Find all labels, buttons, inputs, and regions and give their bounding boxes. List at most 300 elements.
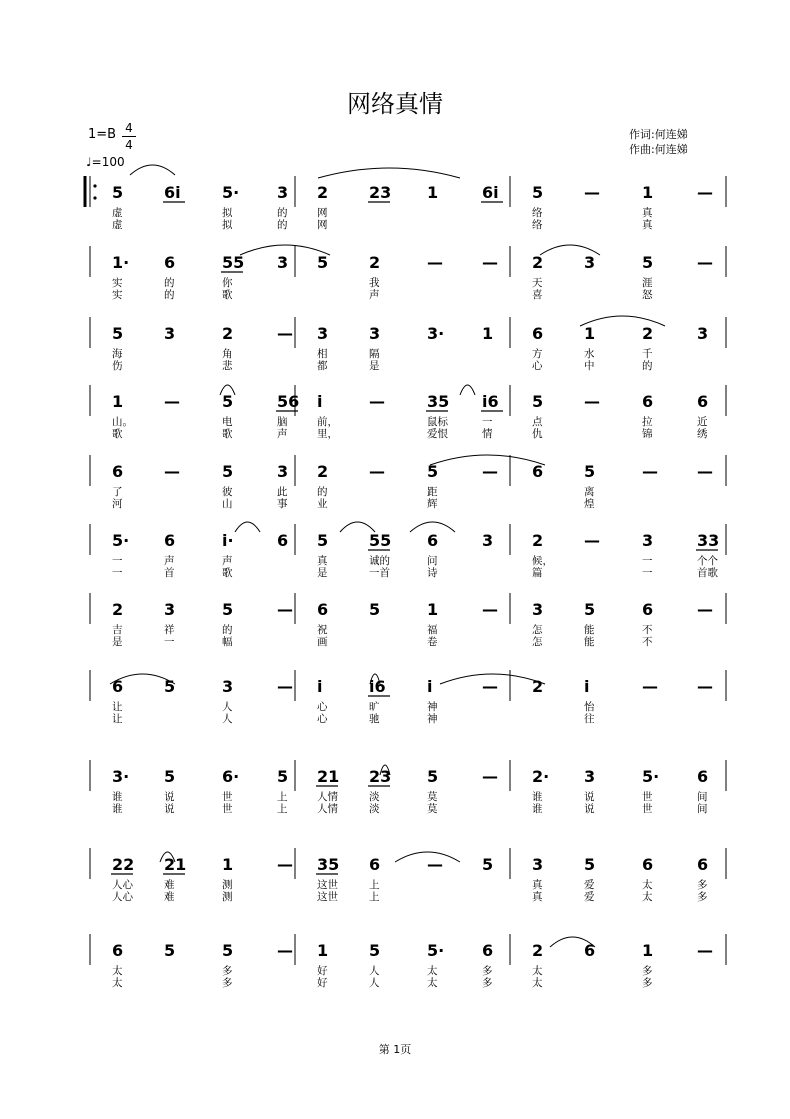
note: 2 xyxy=(317,462,329,481)
lyric: 幅 xyxy=(222,636,233,648)
lyric: 好 xyxy=(317,965,328,977)
lyric: 难 xyxy=(164,879,175,891)
lyric: 诚的 xyxy=(369,555,390,567)
lyric: 间 xyxy=(697,803,708,815)
lyric: 太 xyxy=(112,977,123,989)
key-signature: 1=B xyxy=(88,127,117,142)
note: 23 xyxy=(369,183,392,202)
lyric: 辉 xyxy=(427,498,438,510)
lyric: 爱 xyxy=(584,891,595,903)
lyric: 网 xyxy=(317,219,328,231)
lyric: 情 xyxy=(482,428,493,440)
lyric: 谁 xyxy=(532,803,543,815)
lyric: 真 xyxy=(532,879,543,891)
note: — xyxy=(697,253,713,272)
lyric: 世 xyxy=(222,791,233,803)
note: 3 xyxy=(277,253,289,272)
lyric: 多 xyxy=(482,977,493,989)
lyric: 仇 xyxy=(532,428,543,440)
lyric: 能 xyxy=(584,624,595,636)
lyric: 人情 xyxy=(317,791,338,803)
lyric: 祥 xyxy=(164,624,175,636)
note: — xyxy=(277,941,293,960)
lyric: 爱 xyxy=(584,879,595,891)
lyric: 太 xyxy=(642,891,653,903)
note: 23 xyxy=(369,767,392,786)
lyric: 这世 xyxy=(317,879,338,891)
lyric: 太 xyxy=(532,965,543,977)
note: 5 xyxy=(482,855,494,874)
note: i xyxy=(584,677,590,696)
note: 5 xyxy=(222,600,234,619)
lyric: 彼 xyxy=(222,486,233,498)
page-number: 第 1页 xyxy=(378,1043,412,1056)
note: — xyxy=(482,677,498,696)
note: — xyxy=(584,392,600,411)
lyric: 人 xyxy=(222,713,233,725)
note: 3 xyxy=(584,767,596,786)
lyric: 淡 xyxy=(369,803,380,815)
lyric: 太 xyxy=(112,965,123,977)
lyric: 相 xyxy=(317,348,328,360)
note: 3 xyxy=(222,677,234,696)
note: 5· xyxy=(112,531,130,550)
lyric: 卷 xyxy=(427,636,438,648)
lyric: 祝 xyxy=(317,624,328,636)
note: 5 xyxy=(112,324,124,343)
lyric: 锦 xyxy=(642,428,653,440)
lyric: 方 xyxy=(532,348,543,360)
lyric: 的 xyxy=(277,219,288,231)
note: 21 xyxy=(164,855,187,874)
lyric: 人 xyxy=(222,701,233,713)
lyric: 真 xyxy=(532,891,543,903)
note: 1 xyxy=(112,392,124,411)
note: 56 xyxy=(277,392,300,411)
slur xyxy=(235,522,260,532)
lyric: 谁 xyxy=(532,791,543,803)
lyric: 怎 xyxy=(532,636,543,648)
lyric: 络 xyxy=(532,207,543,219)
note: 6 xyxy=(277,531,289,550)
note: 5 xyxy=(164,767,176,786)
note: 6 xyxy=(427,531,439,550)
lyric: 水 xyxy=(584,348,595,360)
lyric: 的 xyxy=(164,277,175,289)
note: 55 xyxy=(222,253,245,272)
note: i· xyxy=(222,531,234,550)
lyric: 让 xyxy=(112,701,123,713)
note: i xyxy=(427,677,433,696)
lyric: 绣 xyxy=(697,428,708,440)
note: 6 xyxy=(369,855,381,874)
note: 1 xyxy=(482,324,494,343)
lyric: 实 xyxy=(112,289,123,301)
note: 5 xyxy=(427,462,439,481)
note: 6 xyxy=(642,392,654,411)
lyric: 虚 xyxy=(112,207,123,219)
lyric: 虚 xyxy=(112,219,123,231)
note: 6 xyxy=(697,767,709,786)
note: 5 xyxy=(317,531,329,550)
note: 6 xyxy=(697,392,709,411)
lyric: 业 xyxy=(317,498,328,510)
lyric: 心 xyxy=(317,701,328,713)
lyric: 心 xyxy=(532,360,543,372)
note: 5 xyxy=(277,767,289,786)
note: 5 xyxy=(584,600,596,619)
note: 3 xyxy=(584,253,596,272)
lyric: 不 xyxy=(642,636,653,648)
lyric: 的 xyxy=(164,289,175,301)
lyric: 多 xyxy=(222,965,233,977)
lyric: 怒 xyxy=(642,289,653,301)
lyric: 多 xyxy=(482,965,493,977)
note: 33 xyxy=(697,531,720,550)
note: 1· xyxy=(112,253,130,272)
lyric: 的 xyxy=(222,624,233,636)
note: — xyxy=(642,462,658,481)
time-signature-top: 4 xyxy=(125,121,133,135)
lyric: 歌 xyxy=(222,428,233,440)
note: 6 xyxy=(317,600,329,619)
note: 3 xyxy=(277,183,289,202)
note: 5 xyxy=(164,941,176,960)
note: 1 xyxy=(642,941,654,960)
lyric: 往 xyxy=(584,713,595,725)
note: 5 xyxy=(222,462,234,481)
note: — xyxy=(427,855,443,874)
lyric: 歌 xyxy=(222,289,233,301)
lyric: 是 xyxy=(369,360,380,372)
repeat-dot xyxy=(93,184,96,187)
lyric: 说 xyxy=(584,791,595,803)
lyric: 世 xyxy=(642,791,653,803)
song-title: 网络真情 xyxy=(347,90,443,118)
note: 2 xyxy=(642,324,654,343)
lyric: 多 xyxy=(222,977,233,989)
slur xyxy=(318,168,460,178)
lyric: 首歌 xyxy=(697,567,718,579)
lyric: 电 xyxy=(222,416,233,428)
lyric: 说 xyxy=(164,803,175,815)
lyric: 煌 xyxy=(584,498,595,510)
note: 3 xyxy=(369,324,381,343)
lyric: 是 xyxy=(112,636,123,648)
note: 3 xyxy=(697,324,709,343)
lyric: 中 xyxy=(584,360,595,372)
note: 2 xyxy=(532,253,544,272)
note: 1 xyxy=(222,855,234,874)
lyric: 真 xyxy=(642,207,653,219)
note: 5 xyxy=(369,941,381,960)
lyric: 一 xyxy=(642,567,653,579)
lyric: 怎 xyxy=(532,624,543,636)
note: 2 xyxy=(532,531,544,550)
quarter-note-icon: ♩ xyxy=(86,155,92,169)
lyric: 谁 xyxy=(112,803,123,815)
lyric: 声 xyxy=(164,555,175,567)
note: 3 xyxy=(642,531,654,550)
lyric: 是 xyxy=(317,567,328,579)
note: 5· xyxy=(642,767,660,786)
note: — xyxy=(369,392,385,411)
lyric: 首 xyxy=(164,567,175,579)
note: 5 xyxy=(532,392,544,411)
lyric: 声 xyxy=(222,555,233,567)
lyric: 莫 xyxy=(427,803,438,815)
note: 5 xyxy=(427,767,439,786)
note: — xyxy=(482,462,498,481)
lyric: 一首 xyxy=(369,567,390,579)
time-signature-bottom: 4 xyxy=(125,138,133,152)
note: — xyxy=(164,392,180,411)
note: — xyxy=(427,253,443,272)
note: 3· xyxy=(427,324,445,343)
note: — xyxy=(369,462,385,481)
lyric: 千 xyxy=(642,348,653,360)
composer-credit: 作曲:何连娣 xyxy=(629,143,688,156)
lyric: 前， xyxy=(317,416,338,428)
note: i6 xyxy=(369,677,386,696)
note: 2 xyxy=(317,183,329,202)
lyric: 人心 xyxy=(112,891,133,903)
lyric: 距 xyxy=(427,486,438,498)
lyric: 个个 xyxy=(697,555,718,567)
lyric: 好 xyxy=(317,977,328,989)
note: 6 xyxy=(112,677,124,696)
lyric: 真 xyxy=(317,555,328,567)
note: 6i xyxy=(482,183,499,202)
note: 3 xyxy=(482,531,494,550)
note: — xyxy=(164,462,180,481)
note: — xyxy=(584,183,600,202)
lyric: 难 xyxy=(164,891,175,903)
lyric: 涯 xyxy=(642,277,653,289)
note: 3 xyxy=(164,324,176,343)
lyric: 一 xyxy=(164,636,175,648)
lyric: 一 xyxy=(642,555,653,567)
note: — xyxy=(584,531,600,550)
note: 1 xyxy=(427,183,439,202)
note: 2 xyxy=(369,253,381,272)
lyric: 山。 xyxy=(112,416,133,428)
note: 6 xyxy=(532,462,544,481)
note: 3 xyxy=(164,600,176,619)
lyric: 事 xyxy=(277,498,288,510)
note: 3 xyxy=(277,462,289,481)
note: 21 xyxy=(317,767,340,786)
lyricist-credit: 作词:何连娣 xyxy=(629,128,688,141)
lyric: 测 xyxy=(222,891,233,903)
lyric: 让 xyxy=(112,713,123,725)
note: 6 xyxy=(164,531,176,550)
lyric: 歌 xyxy=(112,428,123,440)
lyric: 心 xyxy=(317,713,328,725)
lyric: 都 xyxy=(317,360,328,372)
note: 5· xyxy=(427,941,445,960)
lyric: 了 xyxy=(112,486,123,498)
lyric: 世 xyxy=(222,803,233,815)
lyric: 人 xyxy=(369,965,380,977)
note: 1 xyxy=(427,600,439,619)
note: 2· xyxy=(532,767,550,786)
lyric: 拟 xyxy=(222,207,233,219)
lyric: 神 xyxy=(427,713,438,725)
lyric: 驰 xyxy=(369,713,380,725)
note: 5 xyxy=(584,855,596,874)
slur xyxy=(460,385,475,395)
lyric: 隔 xyxy=(369,348,380,360)
lyric: 一 xyxy=(482,416,493,428)
lyric: 声 xyxy=(369,289,380,301)
lyric: 你 xyxy=(222,277,233,289)
lyric: 上 xyxy=(277,791,288,803)
note: 6 xyxy=(482,941,494,960)
lyric: 络 xyxy=(532,219,543,231)
note: 2 xyxy=(532,941,544,960)
lyric: 太 xyxy=(642,879,653,891)
note: 5 xyxy=(532,183,544,202)
note: i6 xyxy=(482,392,499,411)
note: — xyxy=(697,183,713,202)
lyric: 声 xyxy=(277,428,288,440)
note: 6 xyxy=(642,600,654,619)
lyric: 多 xyxy=(642,977,653,989)
note: 3 xyxy=(532,600,544,619)
lyric: 太 xyxy=(427,977,438,989)
lyric: 福 xyxy=(427,624,438,636)
note: 3 xyxy=(317,324,329,343)
note: 5· xyxy=(222,183,240,202)
note: — xyxy=(642,677,658,696)
lyric: 河 xyxy=(112,498,123,510)
note: 35 xyxy=(427,392,450,411)
note: 2 xyxy=(112,600,124,619)
note: 22 xyxy=(112,855,135,874)
note: — xyxy=(482,600,498,619)
note: — xyxy=(697,941,713,960)
lyric: 这世 xyxy=(317,891,338,903)
note: 2 xyxy=(222,324,234,343)
note: — xyxy=(697,462,713,481)
note: 2 xyxy=(532,677,544,696)
lyric: 近 xyxy=(697,416,708,428)
note: 5 xyxy=(164,677,176,696)
lyric: 拉 xyxy=(642,416,653,428)
repeat-dot xyxy=(93,196,96,199)
lyric: 旷 xyxy=(369,701,380,713)
note: — xyxy=(697,677,713,696)
lyric: 莫 xyxy=(427,791,438,803)
lyric: 喜 xyxy=(532,289,543,301)
lyric: 此 xyxy=(277,486,288,498)
note: 5 xyxy=(112,183,124,202)
note: 6 xyxy=(642,855,654,874)
note: 3· xyxy=(112,767,130,786)
lyric: 离 xyxy=(584,486,595,498)
lyric: 间 xyxy=(697,791,708,803)
note: 6 xyxy=(112,462,124,481)
lyric: 一 xyxy=(112,555,123,567)
lyric: 海 xyxy=(112,348,123,360)
lyric: 吉 xyxy=(112,624,123,636)
lyric: 多 xyxy=(642,965,653,977)
note: — xyxy=(482,767,498,786)
lyric: 上 xyxy=(277,803,288,815)
lyric: 的 xyxy=(642,360,653,372)
note: 6· xyxy=(222,767,240,786)
note: 5 xyxy=(222,392,234,411)
note: 6 xyxy=(164,253,176,272)
note: 55 xyxy=(369,531,392,550)
lyric: 的 xyxy=(317,486,328,498)
note: 1 xyxy=(317,941,329,960)
lyric: 篇 xyxy=(532,567,543,579)
note: — xyxy=(697,600,713,619)
note: 5 xyxy=(642,253,654,272)
note: 6 xyxy=(584,941,596,960)
lyric: 上 xyxy=(369,879,380,891)
lyric: 多 xyxy=(697,891,708,903)
note: — xyxy=(277,677,293,696)
lyric: 淡 xyxy=(369,791,380,803)
lyric: 我 xyxy=(369,277,380,289)
lyric: 画 xyxy=(317,636,328,648)
lyric: 爱恨 xyxy=(427,428,448,440)
lyric: 一 xyxy=(112,567,123,579)
tempo-value: =100 xyxy=(91,155,125,169)
lyric: 的 xyxy=(277,207,288,219)
note: i xyxy=(317,677,323,696)
lyric: 太 xyxy=(427,965,438,977)
lyric: 候， xyxy=(532,555,553,567)
lyric: 网 xyxy=(317,207,328,219)
note: — xyxy=(277,855,293,874)
note: 6i xyxy=(164,183,181,202)
lyric: 点 xyxy=(532,416,543,428)
lyric: 测 xyxy=(222,879,233,891)
note: 5 xyxy=(369,600,381,619)
lyric: 不 xyxy=(642,624,653,636)
lyric: 诗 xyxy=(427,567,438,579)
note: 5 xyxy=(584,462,596,481)
lyric: 脑 xyxy=(277,416,288,428)
lyric: 太 xyxy=(532,977,543,989)
lyric: 天 xyxy=(532,277,543,289)
note: — xyxy=(277,600,293,619)
lyric: 人情 xyxy=(317,803,338,815)
lyric: 山 xyxy=(222,498,233,510)
note: i xyxy=(317,392,323,411)
lyric: 人 xyxy=(369,977,380,989)
note: — xyxy=(482,253,498,272)
slur xyxy=(130,165,175,175)
note: 3 xyxy=(532,855,544,874)
note: 1 xyxy=(584,324,596,343)
lyric: 怡 xyxy=(584,701,595,713)
lyric: 世 xyxy=(642,803,653,815)
lyric: 谁 xyxy=(112,791,123,803)
lyric: 角 xyxy=(222,348,233,360)
lyric: 上 xyxy=(369,891,380,903)
lyric: 能 xyxy=(584,636,595,648)
lyric: 神 xyxy=(427,701,438,713)
lyric: 拟 xyxy=(222,219,233,231)
lyric: 问 xyxy=(427,555,438,567)
lyric: 鼠标 xyxy=(427,416,448,428)
note: 6 xyxy=(112,941,124,960)
